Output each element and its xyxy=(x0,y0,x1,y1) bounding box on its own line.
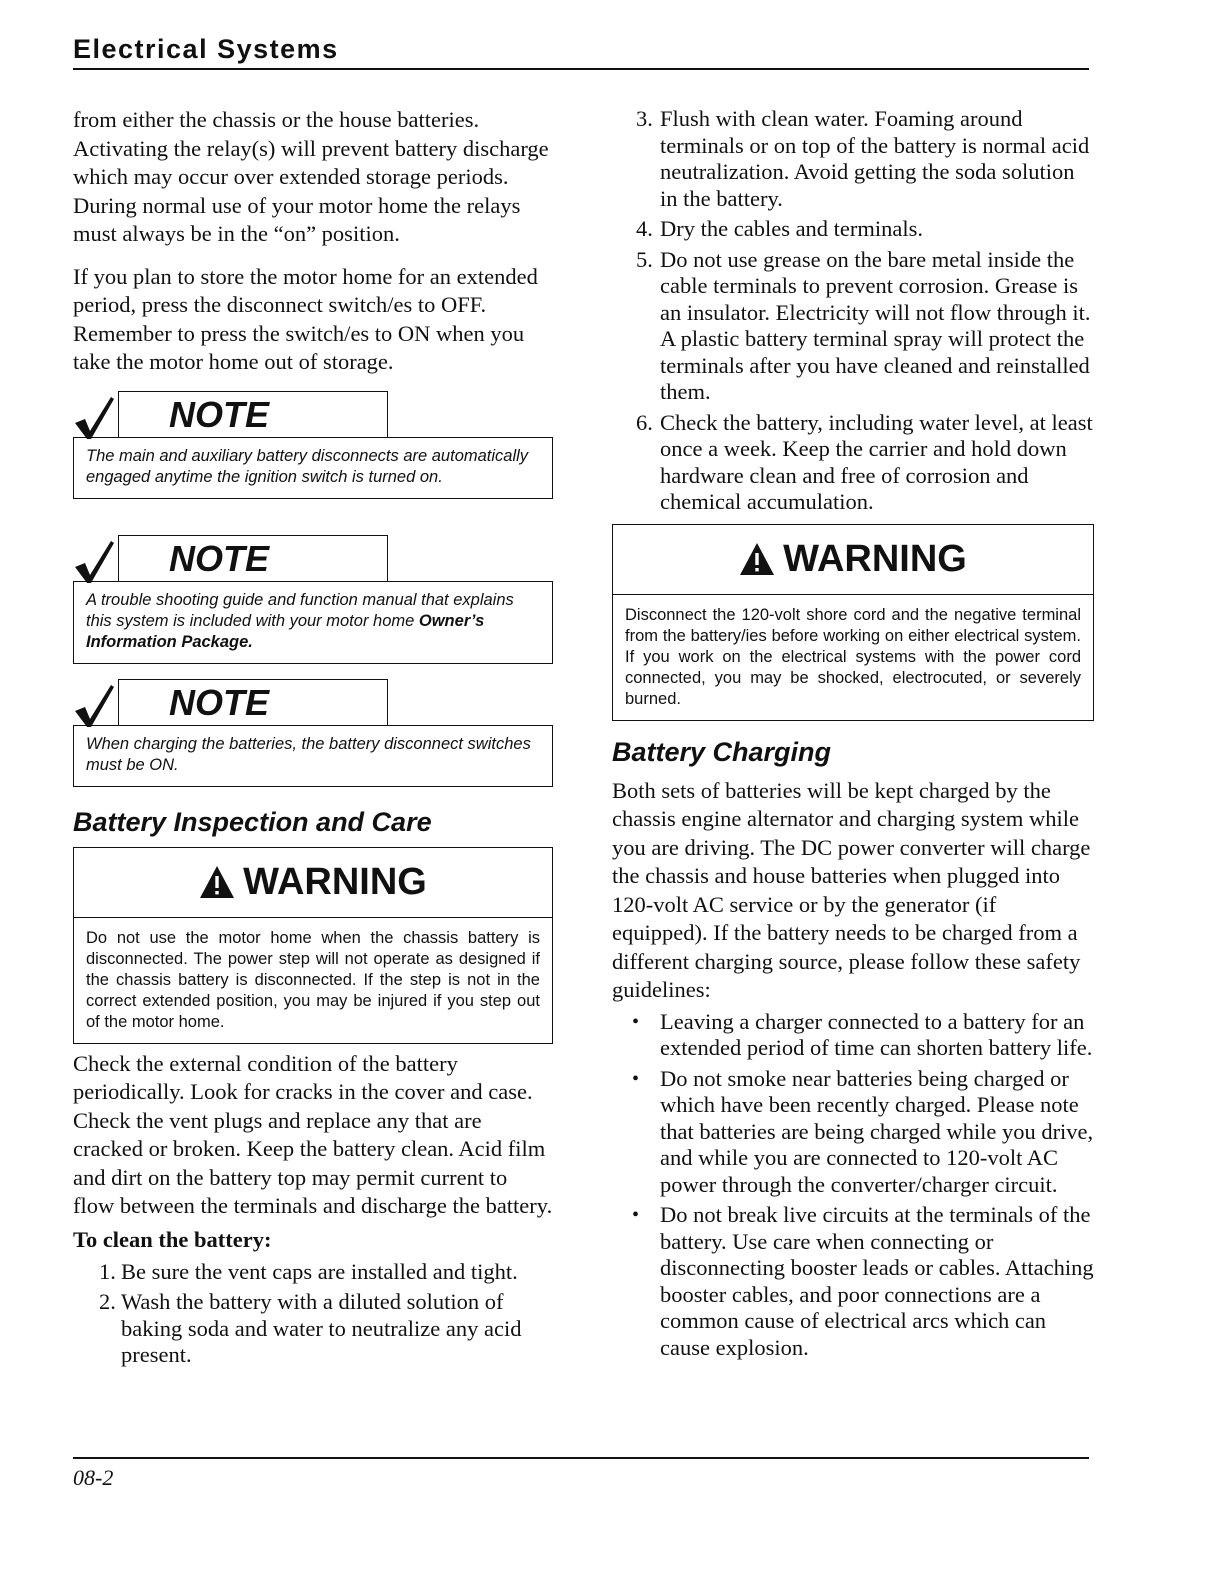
step-text: Be sure the vent caps are installed and tight. xyxy=(121,1258,518,1284)
note-box xyxy=(73,679,553,799)
right-column xyxy=(612,106,1094,1365)
bullet-text: Do not break live circuits at the terminals of the battery. Use care when connecting or disconnecting booster leads or cables. Attaching booster cables, and poor connections are a common cause of electrical arcs which can cause explosion. xyxy=(660,1202,1094,1360)
note-text xyxy=(73,581,553,664)
step-number: 6. xyxy=(636,409,653,435)
header-rule xyxy=(73,68,1089,70)
list-item xyxy=(73,1259,553,1286)
note-label: NOTE xyxy=(118,391,388,437)
step-text: Dry the cables and terminals. xyxy=(660,216,924,241)
clean-steps-list-continued xyxy=(612,106,1094,516)
warning-header xyxy=(74,848,552,918)
paragraph: Both sets of batteries will be kept charged by the chassis engine alternator and charging system while you are driving. The DC power converter will charge the chassis and house batteries when plugged into 120-volt AC service or by the generator (if equipped). If the battery needs to be charged from a different charging source, please follow these safety guidelines: xyxy=(612,777,1091,1002)
list-item xyxy=(612,1009,1094,1062)
step-text: Do not use grease on the bare metal inside the cable terminals to prevent corrosion. Grease is an insulator. Electricity will not flow through it. A plastic battery terminal spray will protect the terminals after you have cleaned and reinstalled them. xyxy=(660,246,1091,404)
step-number: 1. xyxy=(99,1258,116,1284)
list-item xyxy=(612,410,1094,516)
bullet-text: Do not smoke near batteries being charged or which have been recently charged. Please note that batteries are being charged while you drive, and while you are connected to 120-volt AC power through the converter/charger circuit. xyxy=(660,1065,1094,1197)
section-title: Battery Inspection and Care xyxy=(73,806,432,837)
warning-label: WARNING xyxy=(243,860,427,903)
list-item xyxy=(612,106,1094,212)
bullet-icon: • xyxy=(632,1010,640,1033)
step-number: 5. xyxy=(636,246,653,272)
note-box xyxy=(73,391,553,523)
bullet-icon: • xyxy=(632,1204,640,1226)
step-text: Wash the battery with a diluted solution of baking soda and water to neutralize any acid present. xyxy=(121,1289,522,1367)
warning-box xyxy=(612,524,1094,721)
note-label: NOTE xyxy=(118,679,388,725)
warning-triangle-icon xyxy=(739,542,775,576)
clean-steps-list xyxy=(73,1259,553,1369)
warning-text: Disconnect the 120-volt shore cord and the negative terminal from the battery/ies before working on either electrical system. If you work on the electrical systems with the power cord connected, you may be shocked, electrocuted, or severely burned. xyxy=(625,605,1081,708)
checkmark-icon xyxy=(71,683,117,729)
note-text: When charging the batteries, the battery disconnect switches must be ON. xyxy=(73,725,553,787)
step-text: Check the battery, including water level, at least once a week. Keep the carrier and hold down hardware clean and free of corrosion and chemical accumulation. xyxy=(660,409,1093,514)
checkmark-icon xyxy=(71,395,117,441)
section-title: Battery Charging xyxy=(612,736,832,767)
footer-rule xyxy=(73,1457,1089,1459)
warning-box xyxy=(73,847,553,1044)
page-number: 08-2 xyxy=(73,1465,114,1490)
note-text-main: A trouble shooting guide and function manual that explains this system is included with your motor home xyxy=(86,590,514,630)
step-number: 4. xyxy=(636,216,653,241)
list-item xyxy=(612,216,1094,243)
bullet-text: Leaving a charger connected to a battery for an extended period of time can shorten battery life. xyxy=(660,1008,1093,1060)
paragraph: If you plan to store the motor home for an extended period, press the disconnect switch/es to OFF. Remember to press the switch/es to ON when you take the motor home out of storage. xyxy=(73,263,538,374)
bullet-icon: • xyxy=(632,1067,640,1090)
note-text: The main and auxiliary battery disconnects are automatically engaged anytime the ignition switch is turned on. xyxy=(73,437,553,499)
list-item xyxy=(612,1066,1094,1199)
note-label: NOTE xyxy=(118,535,388,581)
page-header-title: Electrical Systems xyxy=(73,34,339,64)
clean-heading: To clean the battery: xyxy=(73,1226,272,1252)
warning-label: WARNING xyxy=(783,537,967,580)
step-text: Flush with clean water. Foaming around terminals or on top of the battery is normal acid neutralization. Avoid getting the soda solution in the battery. xyxy=(660,106,1090,211)
list-item xyxy=(612,1202,1094,1361)
warning-triangle-icon xyxy=(199,865,235,899)
safety-guidelines-list xyxy=(612,1009,1094,1362)
paragraph: from either the chassis or the house batteries. Activating the relay(s) will prevent battery discharge which may occur over extended storage periods. During normal use of your motor home the relays must always be in the “on” position. xyxy=(73,107,549,246)
left-column xyxy=(73,106,553,1373)
step-number: 3. xyxy=(636,106,653,131)
list-item xyxy=(612,247,1094,406)
warning-text: Do not use the motor home when the chassis battery is disconnected. The power step will not operate as designed if the chassis battery is disconnected. If the step is not in the correct extended position, you may be injured if you step out of the motor home. xyxy=(86,928,540,1031)
step-number: 2. xyxy=(99,1289,116,1314)
note-text-bold: Owner’s Information Package. xyxy=(86,611,485,651)
warning-header xyxy=(613,525,1093,595)
checkmark-icon xyxy=(71,539,117,585)
list-item xyxy=(73,1289,553,1369)
paragraph: Check the external condition of the battery periodically. Look for cracks in the cover and case. Check the vent plugs and replace any that are cracked or broken. Keep the battery clean. Acid film and dirt on the battery top may permit current to flow between the terminals and discharge the battery. xyxy=(73,1050,553,1218)
note-box xyxy=(73,535,553,667)
